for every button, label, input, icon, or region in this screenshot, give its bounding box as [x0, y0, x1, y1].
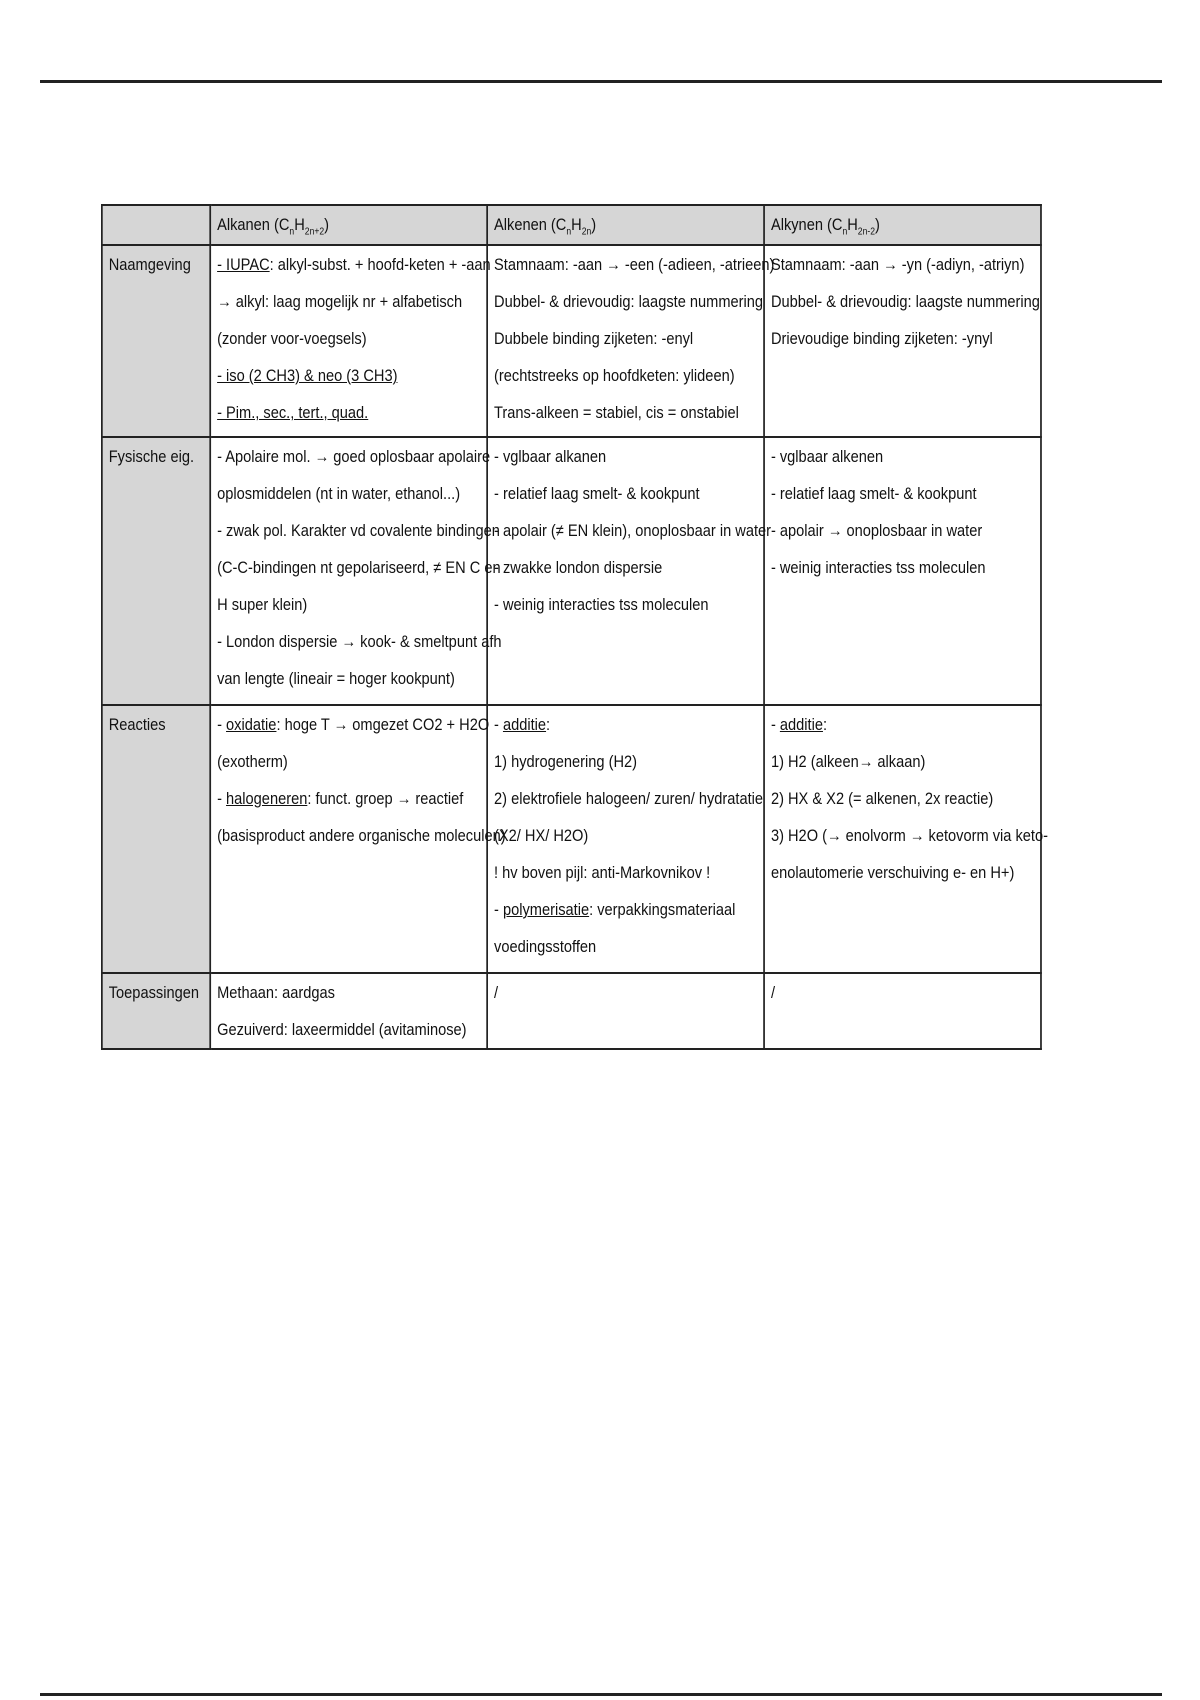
text-line: Dubbele binding zijketen: -enyl [494, 329, 694, 348]
text-line: - additie: [770, 715, 828, 734]
cell-toepassingen-alkynen [764, 973, 1041, 1049]
text-line: Gezuiverd: laxeermiddel (avitaminose) [217, 1020, 467, 1039]
comparison-table [101, 204, 1048, 1050]
row-label-reacties: Reacties [102, 705, 210, 973]
text-line: - additie: [494, 715, 551, 734]
text-line: voedingsstoffen [494, 937, 597, 956]
text-line: (exotherm) [217, 752, 288, 771]
header-alkenen: Alkenen $(C_nH_{2n})$ [487, 205, 764, 245]
text-line: (zonder voor-voegsels) [217, 329, 367, 348]
cell-naamgeving-alkynen [764, 245, 1041, 437]
text-line: - zwak pol. Karakter vd covalente bindingen [217, 521, 500, 540]
text-line: Stamnaam: -aan → -yn (-adiyn, -atriyn) [770, 255, 1025, 274]
row-label-fysische: Fysische eig. [102, 437, 210, 705]
text-line: H super klein) [217, 595, 308, 614]
text-line: (C-C-bindingen nt gepolariseerd, ≠ EN C en [217, 558, 501, 577]
cell-reacties-alkenen [487, 705, 764, 973]
text-line: Stamnaam: -aan → -een (-adieen, -atrieen) [494, 255, 775, 274]
text-line: - Apolaire mol. → goed oplosbaar apolaire [217, 447, 491, 466]
text-line: - oxidatie: hoge T → omgezet CO2 + H2O [217, 715, 490, 734]
text-line: - vglbaar alkanen [494, 447, 607, 466]
text-line: (rechtstreeks op hoofdketen: ylideen) [494, 366, 735, 385]
text-line: Drievoudige binding zijketen: -ynyl [770, 329, 993, 348]
cell-fysische-alkenen [487, 437, 772, 705]
cell-reacties-alkanen [210, 705, 506, 973]
row-label-naamgeving: Naamgeving [102, 245, 210, 437]
text-line: - iso (2 CH3) & neo (3 CH3) [217, 366, 398, 385]
text-line: Trans-alkeen = stabiel, cis = onstabiel [494, 403, 739, 422]
cell-fysische-alkanen [210, 437, 502, 705]
cell-naamgeving-alkanen [210, 245, 491, 437]
text-line: 2) elektrofiele halogeen/ zuren/ hydratatie [494, 789, 764, 808]
text-line: 1) hydrogenering (H2) [494, 752, 638, 771]
text-line: (X2/ HX/ H2O) [494, 826, 589, 845]
text-line: oplosmiddelen (nt in water, ethanol...) [217, 484, 461, 503]
top-rule [40, 80, 1162, 83]
cell-fysische-alkynen [764, 437, 1041, 705]
row-fysische [102, 437, 1041, 705]
cell-toepassingen-alkanen [210, 973, 487, 1049]
text-line: - halogeneren: funct. groep → reactief [217, 789, 464, 808]
text-line: - London dispersie → kook- & smeltpunt afh [217, 632, 502, 651]
text-line: - apolair → onoplosbaar in water [770, 521, 983, 540]
text-line: - weinig interacties tss moleculen [770, 558, 986, 577]
cell-toepassingen-alkenen [487, 973, 764, 1049]
text-line: Dubbel- & drievoudig: laagste nummering [494, 292, 764, 311]
text-line: - vglbaar alkenen [770, 447, 884, 466]
header-alkanen: Alkanen $(C_nH_{2n+2})$ [210, 205, 487, 245]
text-line: 3) H2O (→ enolvorm → ketovorm via keto- [770, 826, 1048, 845]
text-line: / [494, 983, 499, 1002]
text-line: 1) H2 (alkeen→ alkaan) [770, 752, 926, 771]
text-line: - relatief laag smelt- & kookpunt [770, 484, 977, 503]
text-line: - zwakke london dispersie [494, 558, 663, 577]
header-row [102, 205, 1041, 245]
text-line: - relatief laag smelt- & kookpunt [494, 484, 700, 503]
row-naamgeving [102, 245, 1041, 437]
text-line: (basisproduct andere organische moleculen) [217, 826, 506, 845]
text-line: / [770, 983, 776, 1002]
text-line: 2) HX & X2 (= alkenen, 2x reactie) [770, 789, 994, 808]
text-line: - weinig interacties tss moleculen [494, 595, 709, 614]
text-line: enolautomerie verschuiving e- en H+) [770, 863, 1015, 882]
text-line: - Pim., sec., tert., quad. [217, 403, 369, 422]
corner-cell [102, 205, 210, 245]
text-line: - polymerisatie: verpakkingsmateriaal [494, 900, 736, 919]
text-line: Methaan: aardgas [217, 983, 335, 1002]
cell-reacties-alkynen [764, 705, 1048, 973]
header-alkynen: Alkynen $(C_nH_{2n-2})$ [764, 205, 1041, 245]
cell-naamgeving-alkenen [487, 245, 775, 437]
text-line: van lengte (lineair = hoger kookpunt) [217, 669, 455, 688]
text-line: → alkyl: laag mogelijk nr + alfabetisch [217, 292, 463, 311]
text-line: ! hv boven pijl: anti-Markovnikov ! [494, 863, 711, 882]
row-toepassingen [102, 973, 1041, 1049]
row-reacties [102, 705, 1041, 973]
text-line: - apolair (≠ EN klein), onoplosbaar in water [494, 521, 772, 540]
text-line: - IUPAC: alkyl-subst. + hoofd-keten + -aan [217, 255, 491, 274]
bottom-rule [40, 1693, 1162, 1696]
text-line: Dubbel- & drievoudig: laagste nummering [770, 292, 1040, 311]
row-label-toepassingen: Toepassingen [102, 973, 210, 1049]
